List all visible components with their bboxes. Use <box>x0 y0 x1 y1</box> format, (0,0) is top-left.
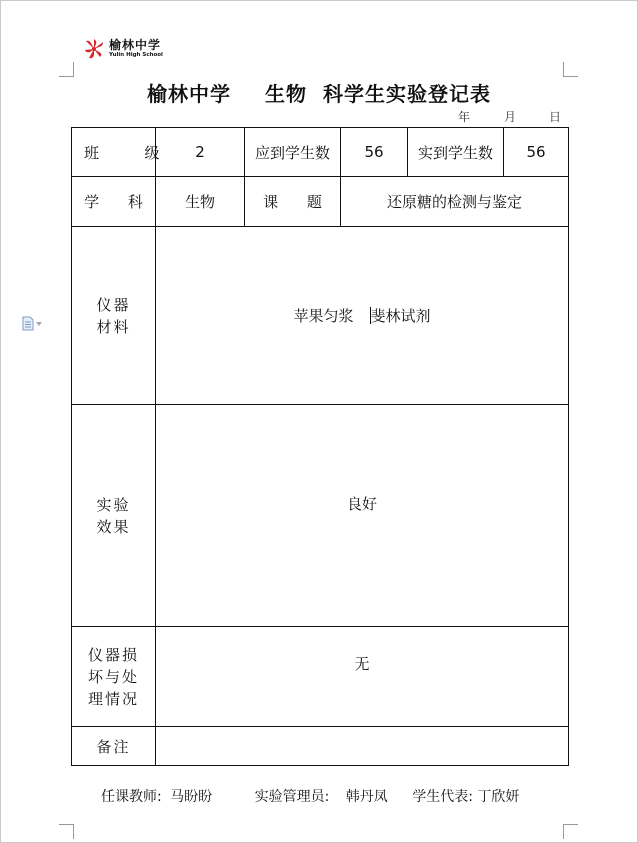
actual-students-value[interactable]: 56 <box>504 128 569 177</box>
topic-value[interactable]: 还原糖的检测与鉴定 <box>341 177 569 227</box>
materials-value-part1: 苹果匀浆 <box>293 307 354 325</box>
title-school: 榆林中学 <box>147 82 232 106</box>
result-value[interactable] <box>156 405 569 627</box>
result-value-text: 良好 <box>346 495 377 513</box>
document-icon-button[interactable] <box>22 316 42 331</box>
subject-label: 学 科 <box>72 177 156 227</box>
materials-label <box>72 227 156 405</box>
logo-name-en: Yulin High School <box>109 52 163 59</box>
crop-mark-bottom-right <box>563 824 578 839</box>
admin-name: 韩丹凤 <box>345 789 388 805</box>
registration-table <box>71 127 569 766</box>
table-row-subject <box>72 177 569 227</box>
teacher-label: 任课教师: <box>101 789 162 805</box>
page-title <box>0 78 638 107</box>
teacher-name: 马盼盼 <box>170 789 213 805</box>
student-rep-name: 丁欣妍 <box>477 789 520 805</box>
damage-value[interactable] <box>156 627 569 727</box>
damage-value-text: 无 <box>354 655 370 673</box>
result-label-line1: 实验 <box>96 495 131 514</box>
crop-mark-top-left <box>59 62 74 77</box>
damage-label-line1: 仪器损 <box>87 645 139 664</box>
school-logo <box>83 38 163 60</box>
table-row-class <box>72 128 569 177</box>
topic-label: 课 题 <box>245 177 341 227</box>
expected-students-label: 应到学生数 <box>245 128 341 177</box>
table-row-result <box>72 405 569 627</box>
damage-label-line3: 理情况 <box>87 689 139 708</box>
school-logo-icon <box>83 38 105 60</box>
class-value[interactable]: 2 <box>156 128 245 177</box>
damage-label-line2: 坏与处 <box>87 667 139 686</box>
materials-label-line1: 仪器 <box>96 295 131 314</box>
actual-students-label: 实到学生数 <box>408 128 504 177</box>
materials-value-part2: 斐林试剂 <box>370 307 431 325</box>
result-label-line2: 效果 <box>96 517 131 536</box>
date-year: 年 <box>458 110 471 124</box>
student-rep-label: 学生代表: <box>412 789 473 805</box>
date-day: 日 <box>549 110 562 124</box>
document-icon <box>22 316 34 331</box>
table-row-remarks <box>72 727 569 766</box>
date-month: 月 <box>504 110 517 124</box>
damage-label <box>72 627 156 727</box>
title-form-name: 科学生实验登记表 <box>322 82 491 106</box>
table-row-damage <box>72 627 569 727</box>
result-label <box>72 405 156 627</box>
expected-students-value[interactable]: 56 <box>341 128 408 177</box>
admin-label: 实验管理员: <box>254 789 330 805</box>
title-subject: 生物 <box>265 82 308 106</box>
materials-value[interactable] <box>156 227 569 405</box>
remarks-value[interactable] <box>156 727 569 766</box>
remarks-label: 备注 <box>72 727 156 766</box>
footer-signatures <box>101 786 519 806</box>
materials-label-line2: 材料 <box>96 317 131 336</box>
crop-mark-top-right <box>563 62 578 77</box>
class-label: 班 级 <box>72 128 156 177</box>
subject-value[interactable]: 生物 <box>156 177 245 227</box>
logo-name-cn: 榆林中学 <box>109 38 162 53</box>
crop-mark-bottom-left <box>59 824 74 839</box>
table-row-materials <box>72 227 569 405</box>
chevron-down-icon <box>36 322 42 326</box>
